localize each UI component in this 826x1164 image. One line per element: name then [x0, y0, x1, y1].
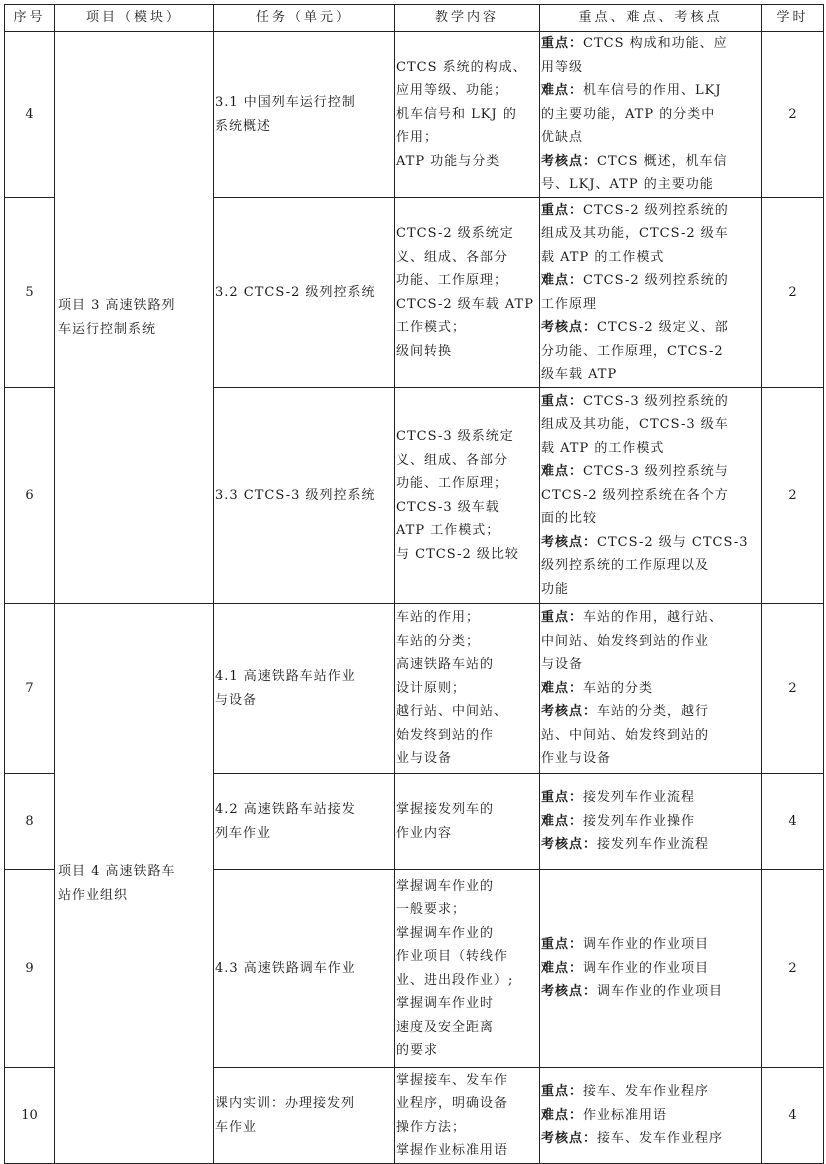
cell-line: ATP 功能与分类 — [396, 153, 501, 169]
header-task: 任务（单元） — [214, 5, 395, 32]
hours-cell: 2 — [762, 604, 824, 774]
point-line — [541, 700, 760, 724]
cell-line: 作用； — [396, 130, 439, 146]
cell-line: 义、组成、各部分 — [396, 249, 509, 265]
point-keyword: 难点： — [541, 680, 584, 696]
hours-cell: 2 — [762, 870, 824, 1068]
cell-line: CTCS-3 级系统定 — [396, 429, 514, 444]
task-cell — [214, 774, 395, 870]
point-text: 接发列车作业流程 — [597, 837, 710, 853]
cell-line: 始发终到站的作 — [396, 727, 495, 743]
point-text: 调车作业的作业项目 — [583, 937, 710, 953]
hours-cell: 2 — [762, 32, 824, 198]
point-keyword: 难点： — [541, 813, 584, 829]
content-cell — [395, 198, 540, 388]
cell-line: 的要求 — [396, 1043, 439, 1058]
point-keyword: 考核点： — [541, 320, 598, 335]
point-text: CTCS 概述，机车信 — [597, 153, 728, 169]
point-line — [541, 437, 760, 461]
table-row — [5, 604, 824, 774]
task-cell — [214, 1068, 395, 1164]
cell-line: 掌握作业标准用语 — [396, 1143, 509, 1158]
point-line — [541, 150, 760, 174]
cell-line: 4.2 高速铁路车站接发 — [215, 802, 356, 817]
cell-line: 车站的分类； — [396, 633, 481, 649]
cell-line: 车站的作用； — [396, 610, 481, 626]
hours-cell: 2 — [762, 388, 824, 604]
cell-line: 与设备 — [215, 692, 258, 708]
cell-line: 功能、工作原理； — [396, 476, 509, 491]
cell-line: CTCS-2 级车载 ATP — [396, 296, 534, 312]
header-row — [5, 5, 824, 32]
cell-line: 4.1 高速铁路车站作业 — [215, 669, 356, 684]
cell-line: 掌握调车作业时 — [396, 996, 495, 1011]
point-text: 组成及其功能，CTCS-2 级车 — [541, 226, 729, 241]
cell-line: 3.2 CTCS-2 级列控系统 — [215, 284, 376, 300]
header-module: 项目（模块） — [55, 5, 214, 32]
point-line — [541, 363, 760, 387]
point-keyword: 考核点： — [541, 153, 598, 169]
point-line — [541, 340, 760, 364]
point-line — [541, 56, 760, 80]
cell-line: 越行站、中间站、 — [396, 704, 509, 720]
header-content: 教学内容 — [395, 5, 540, 32]
point-line — [541, 222, 760, 246]
row-number: 6 — [5, 388, 55, 604]
task-cell — [214, 198, 395, 388]
cell-line: 业、进出段作业）; — [396, 972, 514, 988]
task-cell — [214, 870, 395, 1068]
module-cell — [55, 32, 214, 604]
task-cell — [214, 32, 395, 198]
point-text: CTCS 构成和功能、应 — [583, 36, 728, 52]
point-text: CTCS-2 级列控系统在各个方 — [541, 487, 729, 503]
point-text: CTCS-2 级列控系统的 — [583, 273, 729, 288]
point-line — [541, 293, 760, 317]
point-text: 作业与设备 — [541, 751, 612, 767]
point-keyword: 重点： — [541, 202, 584, 218]
cell-line: 3.3 CTCS-3 级列控系统 — [215, 487, 376, 503]
point-text: 调车作业的作业项目 — [597, 984, 724, 1000]
point-keyword: 考核点： — [541, 1131, 598, 1147]
point-text: 站、中间站、始发终到站的 — [541, 727, 710, 743]
cell-line: 应用等级、功能； — [396, 83, 509, 99]
point-line — [541, 606, 760, 630]
point-text: 车站的分类 — [583, 680, 654, 696]
content-cell — [395, 32, 540, 198]
point-line — [541, 413, 760, 437]
point-text: 组成及其功能，CTCS-3 级车 — [541, 417, 729, 433]
cell-line: 设计原则； — [396, 680, 467, 696]
cell-line: 项目 3 高速铁路列 — [58, 298, 176, 313]
cell-line: 4.3 高速铁路调车作业 — [215, 960, 356, 976]
row-number: 7 — [5, 604, 55, 774]
cell-line: ATP 工作模式； — [396, 523, 501, 538]
point-text: 工作原理 — [541, 296, 598, 312]
point-keyword: 难点： — [541, 273, 584, 288]
cell-line: 操作方法； — [396, 1119, 467, 1135]
points-cell — [540, 870, 762, 1068]
module-cell — [55, 604, 214, 1164]
point-text: 分功能、工作原理，CTCS-2 — [541, 343, 724, 359]
task-cell — [214, 388, 395, 604]
point-line — [541, 578, 760, 602]
points-cell — [540, 604, 762, 774]
point-text: 作业标准用语 — [583, 1107, 668, 1123]
point-text: 级车载 ATP — [541, 367, 618, 382]
cell-line: 功能、工作原理； — [396, 273, 509, 288]
cell-line: 掌握接车、发车作 — [396, 1072, 509, 1088]
point-keyword: 重点： — [541, 36, 584, 52]
point-text: 载 ATP 的工作模式 — [541, 440, 665, 456]
points-cell — [540, 198, 762, 388]
point-line — [541, 103, 760, 127]
cell-line: 系统概述 — [215, 118, 272, 134]
row-number: 8 — [5, 774, 55, 870]
point-keyword: 难点： — [541, 960, 584, 976]
point-line — [541, 747, 760, 771]
points-cell — [540, 388, 762, 604]
point-text: 用等级 — [541, 59, 584, 75]
point-text: 接发列车作业操作 — [583, 813, 696, 829]
row-number: 5 — [5, 198, 55, 388]
cell-line: 站作业组织 — [58, 887, 129, 903]
content-cell — [395, 870, 540, 1068]
point-line — [541, 724, 760, 748]
cell-line: 机车信号和 LKJ 的 — [396, 106, 517, 122]
row-number: 9 — [5, 870, 55, 1068]
point-line — [541, 653, 760, 677]
point-line — [541, 980, 760, 1004]
cell-line: 工作模式； — [396, 320, 467, 335]
cell-line: CTCS-3 级车载 — [396, 499, 500, 515]
point-line — [541, 32, 760, 56]
point-text: 接发列车作业流程 — [583, 790, 696, 806]
point-keyword: 考核点： — [541, 534, 598, 550]
cell-line: 与 CTCS-2 级比较 — [396, 546, 519, 562]
point-line — [541, 173, 760, 197]
point-line — [541, 126, 760, 150]
header-points: 重点、难点、考核点 — [540, 5, 762, 32]
content-cell — [395, 774, 540, 870]
point-line — [541, 933, 760, 957]
point-text: 级列控系统的工作原理以及 — [541, 558, 710, 574]
hours-cell: 4 — [762, 774, 824, 870]
point-text: CTCS-2 级与 CTCS-3 — [597, 534, 749, 550]
point-keyword: 难点： — [541, 83, 584, 99]
point-line — [541, 957, 760, 981]
header-no: 序号 — [5, 5, 55, 32]
cell-line: 作业项目（转线作 — [396, 949, 509, 964]
hours-cell: 4 — [762, 1068, 824, 1164]
point-text: 的主要功能，ATP 的分类中 — [541, 106, 716, 122]
point-keyword: 难点： — [541, 1107, 584, 1123]
point-text: CTCS-2 级列控系统的 — [583, 202, 729, 218]
points-cell — [540, 1068, 762, 1164]
cell-line: 高速铁路车站的 — [396, 657, 495, 673]
hours-cell: 2 — [762, 198, 824, 388]
point-keyword: 考核点： — [541, 837, 598, 853]
point-text: 接车、发车作业程序 — [583, 1084, 710, 1100]
cell-line: 速度及安全距离 — [396, 1019, 495, 1035]
point-line — [541, 677, 760, 701]
point-keyword: 难点： — [541, 464, 584, 480]
point-line — [541, 507, 760, 531]
cell-line: 项目 4 高速铁路车 — [58, 864, 176, 879]
point-keyword: 考核点： — [541, 704, 598, 720]
point-keyword: 重点： — [541, 610, 584, 626]
content-cell — [395, 388, 540, 604]
points-cell — [540, 774, 762, 870]
cell-line: 作业内容 — [396, 825, 453, 841]
point-text: 面的比较 — [541, 511, 598, 527]
point-line — [541, 246, 760, 270]
point-keyword: 重点： — [541, 790, 584, 806]
point-text: CTCS-3 级列控系统与 — [583, 464, 729, 480]
point-line — [541, 554, 760, 578]
point-line — [541, 786, 760, 810]
cell-line: 一般要求； — [396, 902, 467, 917]
cell-line: 掌握调车作业的 — [396, 878, 495, 894]
point-text: 调车作业的作业项目 — [583, 960, 710, 976]
cell-line: CTCS 系统的构成、 — [396, 59, 527, 75]
point-text: CTCS-3 级列控系统的 — [583, 393, 729, 409]
point-text: 号、LKJ、ATP 的主要功能 — [541, 177, 714, 193]
point-keyword: 重点： — [541, 393, 584, 409]
cell-line: 义、组成、各部分 — [396, 452, 509, 468]
point-line — [541, 1104, 760, 1128]
point-text: CTCS-2 级定义、部 — [597, 320, 729, 335]
cell-line: 列车作业 — [215, 825, 272, 841]
point-text: 接车、发车作业程序 — [597, 1131, 724, 1147]
point-line — [541, 269, 760, 293]
point-text: 载 ATP 的工作模式 — [541, 249, 665, 265]
row-number: 4 — [5, 32, 55, 198]
point-text: 车站的作用，越行站、 — [583, 610, 724, 626]
point-line — [541, 833, 760, 857]
cell-line: 业程序，明确设备 — [396, 1096, 509, 1111]
point-text: 与设备 — [541, 657, 584, 673]
point-text: 车站的分类，越行 — [597, 704, 710, 720]
point-line — [541, 630, 760, 654]
course-schedule-table — [4, 4, 824, 1164]
table-row — [5, 32, 824, 198]
cell-line: 课内实训：办理接发列 — [215, 1096, 356, 1111]
header-hours: 学时 — [762, 5, 824, 32]
point-keyword: 考核点： — [541, 984, 598, 1000]
row-number: 10 — [5, 1068, 55, 1164]
content-cell — [395, 1068, 540, 1164]
cell-line: 级间转换 — [396, 343, 453, 359]
point-line — [541, 79, 760, 103]
point-line — [541, 810, 760, 834]
cell-line: 掌握接发列车的 — [396, 802, 495, 817]
point-keyword: 重点： — [541, 1084, 584, 1100]
point-line — [541, 460, 760, 484]
point-line — [541, 531, 760, 555]
point-line — [541, 390, 760, 414]
point-text: 机车信号的作用、LKJ — [583, 83, 722, 99]
point-line — [541, 1080, 760, 1104]
point-line — [541, 316, 760, 340]
point-text: 中间站、始发终到站的作业 — [541, 633, 710, 649]
point-line — [541, 199, 760, 223]
task-cell — [214, 604, 395, 774]
point-text: 功能 — [541, 581, 570, 597]
cell-line: 3.1 中国列车运行控制 — [215, 95, 356, 110]
cell-line: CTCS-2 级系统定 — [396, 226, 514, 241]
point-text: 优缺点 — [541, 130, 584, 146]
point-line — [541, 484, 760, 508]
cell-line: 掌握调车作业的 — [396, 925, 495, 941]
cell-line: 车运行控制系统 — [58, 321, 157, 337]
point-keyword: 重点： — [541, 937, 584, 953]
points-cell — [540, 32, 762, 198]
cell-line: 车作业 — [215, 1119, 258, 1135]
point-line — [541, 1127, 760, 1151]
content-cell — [395, 604, 540, 774]
cell-line: 业与设备 — [396, 751, 453, 767]
